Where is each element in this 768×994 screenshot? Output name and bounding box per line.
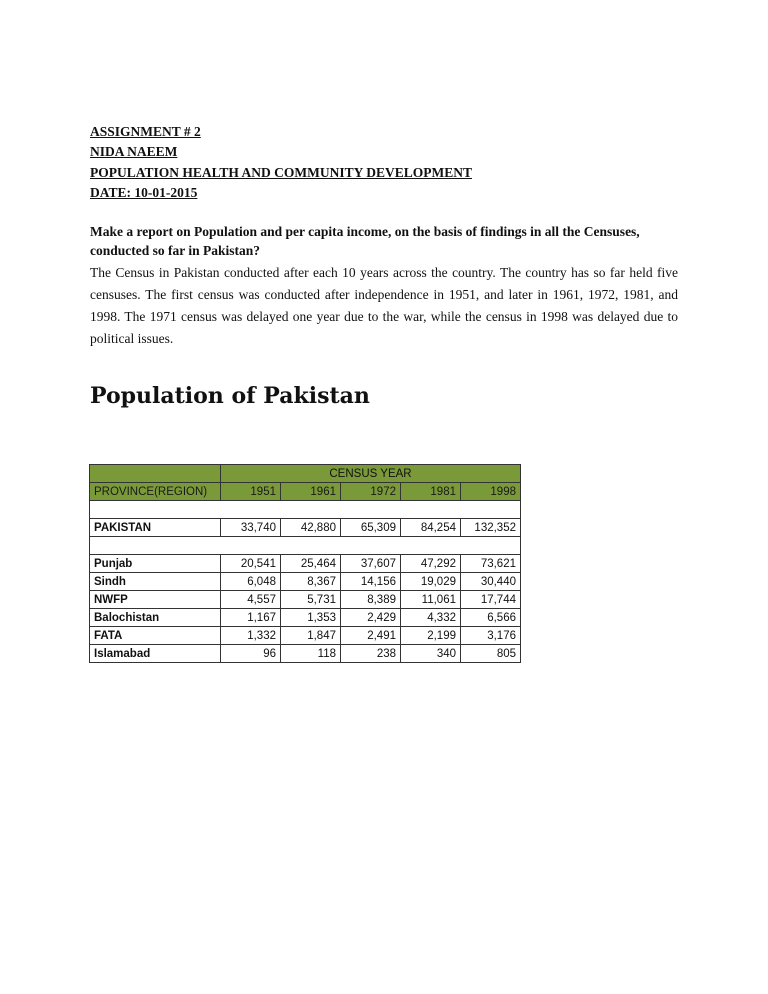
spacer-row — [90, 501, 521, 519]
cell-value: 73,621 — [461, 555, 521, 573]
cell-value: 2,199 — [401, 627, 461, 645]
row-label: Islamabad — [90, 645, 221, 663]
spacer-row — [90, 537, 521, 555]
cell-value: 19,029 — [401, 573, 461, 591]
row-label: Sindh — [90, 573, 221, 591]
cell-value: 33,740 — [221, 519, 281, 537]
row-label: Balochistan — [90, 609, 221, 627]
cell-value: 1,847 — [281, 627, 341, 645]
cell-value: 1,332 — [221, 627, 281, 645]
table-row — [90, 555, 521, 573]
cell-value: 1,167 — [221, 609, 281, 627]
date-line: DATE: 10-01-2015 — [90, 185, 198, 200]
cell-value: 132,352 — [461, 519, 521, 537]
cell-value: 37,607 — [341, 555, 401, 573]
cell-value: 14,156 — [341, 573, 401, 591]
table-row — [90, 609, 521, 627]
cell-value: 5,731 — [281, 591, 341, 609]
table-header-row — [90, 483, 521, 501]
cell-value: 17,744 — [461, 591, 521, 609]
year-header: 1951 — [221, 483, 281, 501]
cell-value: 118 — [281, 645, 341, 663]
cell-value: 4,557 — [221, 591, 281, 609]
year-header: 1981 — [401, 483, 461, 501]
census-table — [89, 464, 521, 663]
cell-value: 65,309 — [341, 519, 401, 537]
year-header: 1998 — [461, 483, 521, 501]
cell-value: 84,254 — [401, 519, 461, 537]
row-label: FATA — [90, 627, 221, 645]
cell-value: 20,541 — [221, 555, 281, 573]
cell-value: 805 — [461, 645, 521, 663]
row-label: NWFP — [90, 591, 221, 609]
cell-value: 42,880 — [281, 519, 341, 537]
table-row — [90, 591, 521, 609]
cell-value: 340 — [401, 645, 461, 663]
cell-value: 8,389 — [341, 591, 401, 609]
cell-value: 4,332 — [401, 609, 461, 627]
cell-value: 11,061 — [401, 591, 461, 609]
table-group-header-row — [90, 465, 521, 483]
course-title: POPULATION HEALTH AND COMMUNITY DEVELOPMENT — [90, 165, 473, 180]
cell-value: 238 — [341, 645, 401, 663]
cell-value: 2,491 — [341, 627, 401, 645]
author-name: NIDA NAEEM — [90, 144, 178, 159]
cell-value: 6,566 — [461, 609, 521, 627]
table-row — [90, 573, 521, 591]
cell-value: 8,367 — [281, 573, 341, 591]
table-corner-cell — [90, 465, 221, 483]
cell-value: 47,292 — [401, 555, 461, 573]
cell-value: 1,353 — [281, 609, 341, 627]
cell-value: 96 — [221, 645, 281, 663]
cell-value: 30,440 — [461, 573, 521, 591]
row-label: Punjab — [90, 555, 221, 573]
question-text: Make a report on Population and per capita income, on the basis of findings in all the Censuses, conducted so far in Pakistan? — [90, 224, 640, 258]
cell-value: 25,464 — [281, 555, 341, 573]
section-title: Population of Pakistan — [90, 383, 370, 409]
year-header: 1972 — [341, 483, 401, 501]
total-row — [90, 519, 521, 537]
body-paragraph: The Census in Pakistan conducted after each 10 years across the country. The country has so far held five censuses. The first census was conducted after independence in 1951, and later in 1961, 1972, 1981, and 1998. The 1971 census was delayed one year due to the war, while the census in 1998 was delayed due to political issues. — [90, 265, 678, 346]
table-row — [90, 627, 521, 645]
row-label: PAKISTAN — [90, 519, 221, 537]
assignment-title: ASSIGNMENT # 2 — [90, 124, 201, 139]
cell-value: 2,429 — [341, 609, 401, 627]
cell-value: 6,048 — [221, 573, 281, 591]
province-header: PROVINCE(REGION) — [90, 483, 221, 501]
census-year-header: CENSUS YEAR — [221, 465, 521, 483]
year-header: 1961 — [281, 483, 341, 501]
table-row — [90, 645, 521, 663]
cell-value: 3,176 — [461, 627, 521, 645]
